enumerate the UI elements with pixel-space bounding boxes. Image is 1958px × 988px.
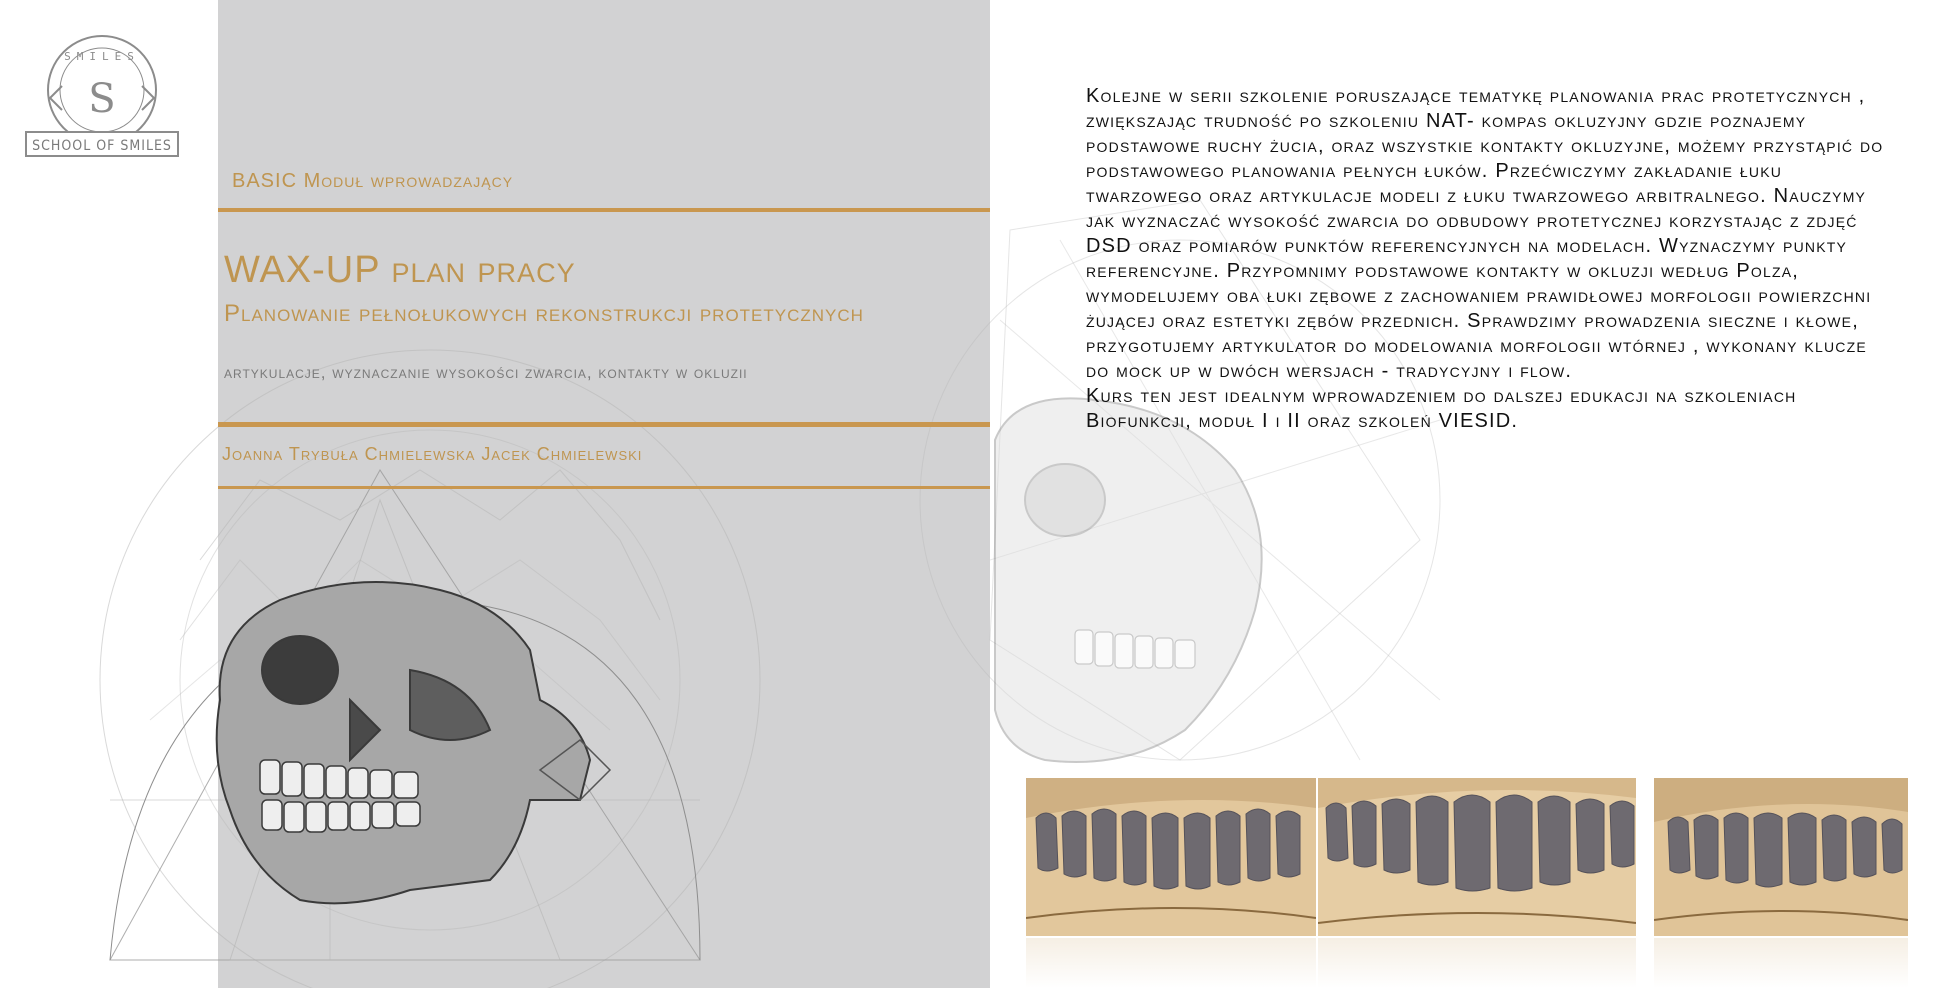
description-paragraph-1: Kolejne w serii szkolenie poruszające tematykę planowania prac protetycznych , zwiększając trudność po szkoleniu NAT- kompas okluzyjny gdzie poznajemy podstawowe ruchy żucia, oraz wszystkie kontakty okluzyjne, możemy przystąpić do podstawowego planowania pełnych łuków. Przećwiczymy zakładanie łuku twarzowego oraz artykulacje modeli z łuku twarzowego arbitralnego. Nauczymy jak wyznaczać wysokość zwarcia do odbudowy protetycznej korzystając z zdjęć DSD oraz pomiarów punktów referencyjnych na modelach. Wyznaczymy punkty referencyjne. Przypomnimy podstawowe kontakty w okluzji według Polza, wymodelujemy oba łuki zębowe z zachowaniem prawidłowej morfologii powierzchni żującej oraz estetyki zębów przednich. Sprawdzimy prowadzenia sieczne i kłowe, przygotujemy artykulator do modelowania morfologii wtórnej , wykonany klucze do mock up w dwóch wersjach - tradycyjny i flow. bbox=[1086, 85, 1884, 382]
photo-reflection-left bbox=[1026, 938, 1316, 988]
school-of-smiles-logo bbox=[22, 28, 182, 164]
photo-reflection-right bbox=[1654, 938, 1908, 988]
divider-top bbox=[218, 208, 990, 212]
logo-banner-text: SCHOOL OF SMILES bbox=[32, 138, 172, 154]
wax-up-photo-center bbox=[1318, 778, 1636, 936]
course-authors: Joanna Trybuła Chmielewska Jacek Chmielewski bbox=[222, 444, 643, 464]
photo-reflection-center bbox=[1318, 938, 1636, 988]
course-description bbox=[1086, 84, 1886, 434]
logo-ring-text: SMILES bbox=[64, 50, 140, 63]
course-title: WAX-UP plan pracy bbox=[224, 249, 576, 291]
course-tagline: artykulacje, wyznaczanie wysokości zwarcia, kontakty w okluzii bbox=[224, 363, 748, 382]
description-paragraph-2: Kurs ten jest idealnym wprowadzeniem do dalszej edukacji na szkoleniach Biofunkcji, moduł I i II oraz szkoleń VIESID. bbox=[1086, 385, 1797, 432]
skull-illustration-right bbox=[985, 380, 1325, 770]
skull-illustration-left bbox=[110, 470, 710, 970]
module-label: BASIC Moduł wprowadzający bbox=[232, 170, 514, 192]
wax-up-photo-right bbox=[1654, 778, 1908, 936]
divider-middle bbox=[218, 422, 990, 427]
logo-monogram: S bbox=[88, 76, 116, 122]
logo-emblem bbox=[22, 28, 182, 164]
wax-up-photo-left bbox=[1026, 778, 1316, 936]
course-subtitle: Planowanie pełnołukowych rekonstrukcji protetycznych bbox=[224, 300, 864, 327]
